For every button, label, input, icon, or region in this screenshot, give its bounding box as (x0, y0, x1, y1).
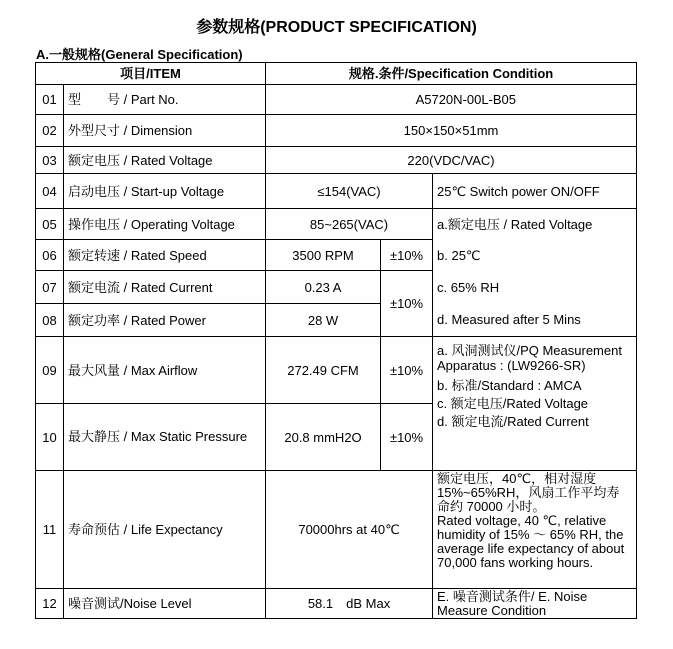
page-title: 参数规格(PRODUCT SPECIFICATION) (196, 19, 477, 36)
row-number: 11 (36, 471, 64, 589)
spec-value: 0.23 A (266, 271, 381, 304)
condition-note: b. 25℃ (433, 240, 637, 271)
tolerance: ±10% (381, 271, 433, 337)
row-number: 06 (36, 240, 64, 271)
table-row (36, 471, 637, 589)
spec-value: 150×150×51mm (266, 115, 637, 147)
row-number: 02 (36, 115, 64, 147)
row-number: 01 (36, 85, 64, 115)
section-heading: A.一般规格(General Specification) (36, 47, 243, 62)
item-label: 启动电压 / Start-up Voltage (64, 174, 266, 209)
spec-value: A5720N-00L-B05 (266, 85, 637, 115)
pq-note-b: b. 标准/Standard : AMCA (437, 378, 582, 393)
row-number: 07 (36, 271, 64, 304)
tolerance: ±10% (381, 240, 433, 271)
condition-note (433, 337, 637, 471)
spec-value: 28 W (266, 304, 381, 337)
table-row (36, 589, 637, 619)
spec-table (35, 62, 637, 619)
spec-value: 220(VDC/VAC) (266, 147, 637, 174)
row-number: 05 (36, 209, 64, 240)
spec-value: 20.8 mmH2O (266, 404, 381, 471)
spec-value: 58.1 dB Max (266, 589, 433, 619)
item-label: 额定功率 / Rated Power (64, 304, 266, 337)
pq-note-d: d. 额定电流/Rated Current (437, 414, 589, 429)
spec-value: 70000hrs at 40℃ (266, 471, 433, 589)
table-row (36, 115, 637, 147)
table-row (36, 271, 637, 304)
tolerance: ±10% (381, 404, 433, 471)
table-row (36, 304, 637, 337)
table-row (36, 240, 637, 271)
header-condition: 规格.条件/Specification Condition (266, 63, 637, 85)
pq-note-c: c. 额定电压/Rated Voltage (437, 396, 589, 411)
item-label: 额定电压 / Rated Voltage (64, 147, 266, 174)
item-label: 外型尺寸 / Dimension (64, 115, 266, 147)
spec-value: 85~265(VAC) (266, 209, 433, 240)
tolerance: ±10% (381, 337, 433, 404)
item-label: 型 号 / Part No. (64, 85, 266, 115)
spec-value: 3500 RPM (266, 240, 381, 271)
item-label: 额定转速 / Rated Speed (64, 240, 266, 271)
condition-note: c. 65% RH (433, 271, 637, 304)
life-note-en: Rated voltage, 40 ℃, relative humidity of 15% ～ 65% RH, the average life expectancy of about 70,000 fans working hours. (437, 513, 625, 570)
table-row (36, 337, 637, 404)
item-label: 寿命预估 / Life Expectancy (64, 471, 266, 589)
row-number: 12 (36, 589, 64, 619)
item-label: 最大静压 / Max Static Pressure (64, 404, 266, 471)
item-label: 噪音测试/Noise Level (64, 589, 266, 619)
row-number: 04 (36, 174, 64, 209)
item-label: 操作电压 / Operating Voltage (64, 209, 266, 240)
row-number: 09 (36, 337, 64, 404)
table-row (36, 85, 637, 115)
spec-value: 272.49 CFM (266, 337, 381, 404)
condition-note: E. 噪音测试条件/ E. Noise Measure Condition (433, 589, 637, 619)
condition-note: a.额定电压 / Rated Voltage (433, 209, 637, 240)
row-number: 10 (36, 404, 64, 471)
table-row (36, 209, 637, 240)
row-number: 08 (36, 304, 64, 337)
header-item: 项目/ITEM (36, 63, 266, 85)
table-row (36, 174, 637, 209)
item-label: 最大风量 / Max Airflow (64, 337, 266, 404)
table-row (36, 147, 637, 174)
spec-value: ≤154(VAC) (266, 174, 433, 209)
item-label: 额定电流 / Rated Current (64, 271, 266, 304)
condition-note (433, 471, 637, 589)
row-number: 03 (36, 147, 64, 174)
condition-note: 25℃ Switch power ON/OFF (433, 174, 637, 209)
condition-note: d. Measured after 5 Mins (433, 304, 637, 337)
pq-note-a: a. 风洞测试仪/PQ Measurement Apparatus : (LW9266-SR) (437, 343, 622, 373)
life-note-cn: 额定电压，40℃，相对湿度15%~65%RH，风扇工作平均寿命约 70000 小时。 (437, 471, 620, 514)
